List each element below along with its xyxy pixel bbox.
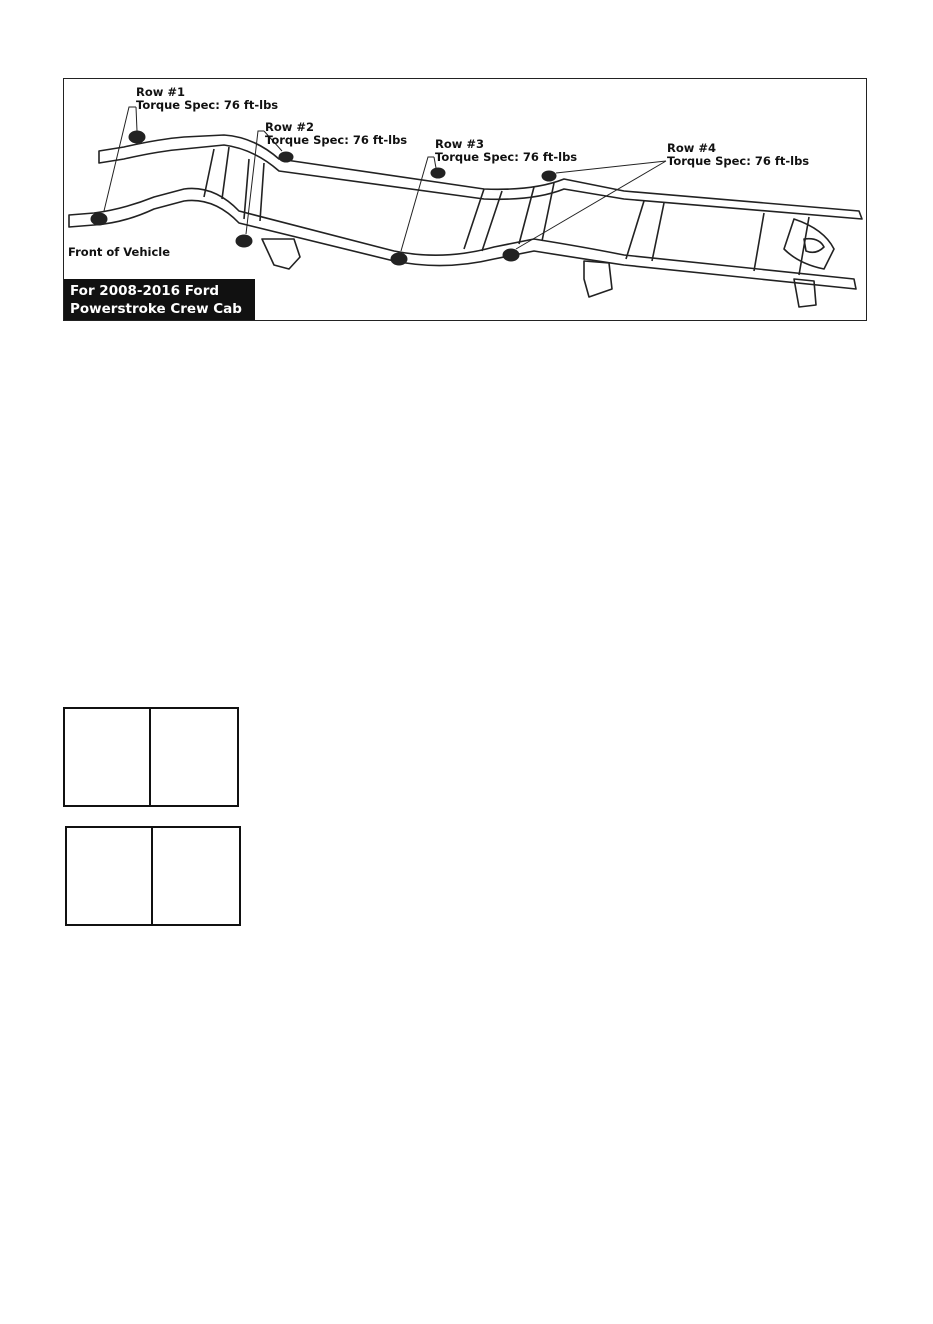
torque-spec: Torque Spec: 76 ft-lbs [265, 133, 408, 147]
front-of-vehicle-label: Front of Vehicle [68, 245, 171, 259]
grid-cell [153, 826, 241, 926]
frame-diagram [63, 78, 867, 321]
grid-cell [65, 826, 153, 926]
vehicle-banner [64, 279, 255, 320]
torque-spec: Torque Spec: 76 ft-lbs [667, 154, 810, 168]
row-label: Row #1 [136, 85, 186, 99]
banner-line-2: Powerstroke Crew Cab [70, 301, 242, 317]
torque-spec: Torque Spec: 76 ft-lbs [435, 150, 578, 164]
empty-grid-2 [65, 826, 241, 926]
grid-cell [151, 707, 239, 807]
row-label: Row #2 [265, 120, 315, 134]
banner-line-1: For 2008-2016 Ford [70, 283, 220, 299]
grid-cell [63, 707, 151, 807]
empty-grid-1 [63, 707, 239, 807]
callout-row-2 [265, 121, 407, 147]
callout-row-3 [435, 138, 577, 164]
callout-row-1 [136, 86, 278, 112]
row-label: Row #4 [667, 141, 717, 155]
torque-spec: Torque Spec: 76 ft-lbs [136, 98, 279, 112]
callout-row-4 [667, 142, 809, 168]
row-label: Row #3 [435, 137, 485, 151]
